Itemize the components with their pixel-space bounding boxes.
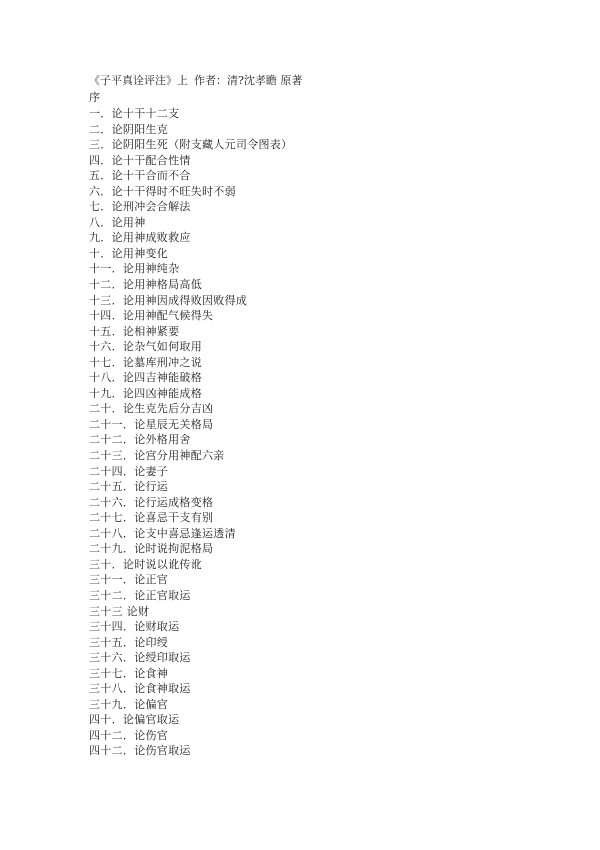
toc-entry: 二．论阴阳生克 [89, 122, 169, 136]
toc-entry: 三十六．论绶印取运 [89, 651, 191, 665]
toc-entry: 十．论用神变化 [89, 246, 169, 260]
table-of-contents [89, 106, 292, 759]
toc-entry: 六．论十干得时不旺失时不弱 [89, 184, 236, 198]
toc-entry: 三十五．论印绶 [89, 635, 169, 649]
toc-entry: 三十一．论正官 [89, 573, 169, 587]
toc-entry: 三十七．论食神 [89, 666, 169, 680]
toc-entry: 二十一．论星辰无关格局 [89, 417, 214, 431]
toc-entry: 二十．论生克先后分吉凶 [89, 402, 214, 416]
toc-entry: 十四．论用神配气候得失 [89, 309, 214, 323]
toc-entry: 十一．论用神纯杂 [89, 262, 180, 276]
toc-entry: 二十八．论支中喜忌逢运透清 [89, 526, 236, 540]
toc-entry: 十七．论墓库刑冲之说 [89, 355, 202, 369]
toc-entry: 三十二．论正官取运 [89, 588, 191, 602]
toc-entry: 十六．论杂气如何取用 [89, 340, 202, 354]
toc-entry: 二十七．论喜忌干支有别 [89, 511, 214, 525]
toc-entry: 九．论用神成败救应 [89, 231, 191, 245]
toc-entry: 十三．论用神因成得败因败得成 [89, 293, 248, 307]
toc-entry: 八．论用神 [89, 215, 146, 229]
author-credit: 作者：清?沈孝瞻 原著 [194, 74, 303, 87]
toc-entry: 十二．论用神格局高低 [89, 278, 202, 292]
toc-entry: 三十八．论食神取运 [89, 682, 191, 696]
toc-entry: 四十二．论伤官 [89, 728, 169, 742]
toc-entry: 四十二．论伤官取运 [89, 744, 191, 758]
preface-heading: 序 [89, 91, 100, 104]
toc-entry: 十五．论相神紧要 [89, 324, 180, 338]
toc-entry: 十八．论四吉神能破格 [89, 371, 202, 385]
toc-entry: 二十九．论时说拘泥格局 [89, 542, 214, 556]
toc-entry: 二十六．论行运成格变格 [89, 495, 214, 509]
toc-entry: 四十．论偏官取运 [89, 713, 180, 727]
toc-entry: 三十三 论财 [89, 604, 150, 618]
document-title-line [89, 73, 302, 88]
toc-entry: 二十四．论妻子 [89, 464, 169, 478]
toc-entry: 十九．论四凶神能成格 [89, 386, 202, 400]
toc-entry: 二十三．论宫分用神配六亲 [89, 449, 225, 463]
toc-entry: 一．论十干十二支 [89, 107, 180, 120]
toc-entry: 三十九．论偏官 [89, 697, 169, 711]
toc-entry: 四．论十干配合性情 [89, 153, 191, 167]
toc-entry: 三十．论时说以讹传讹 [89, 557, 202, 571]
toc-entry: 三．论阴阳生死（附支藏人元司令图表） [89, 138, 293, 152]
toc-entry: 二十五．论行运 [89, 480, 169, 494]
toc-entry: 二十二．论外格用舍 [89, 433, 191, 447]
toc-entry: 七．论刑冲会合解法 [89, 200, 191, 214]
book-title: 《子平真诠评注》上 [89, 74, 188, 87]
toc-entry: 五．论十干合而不合 [89, 169, 191, 183]
toc-entry: 三十四．论财取运 [89, 620, 180, 634]
